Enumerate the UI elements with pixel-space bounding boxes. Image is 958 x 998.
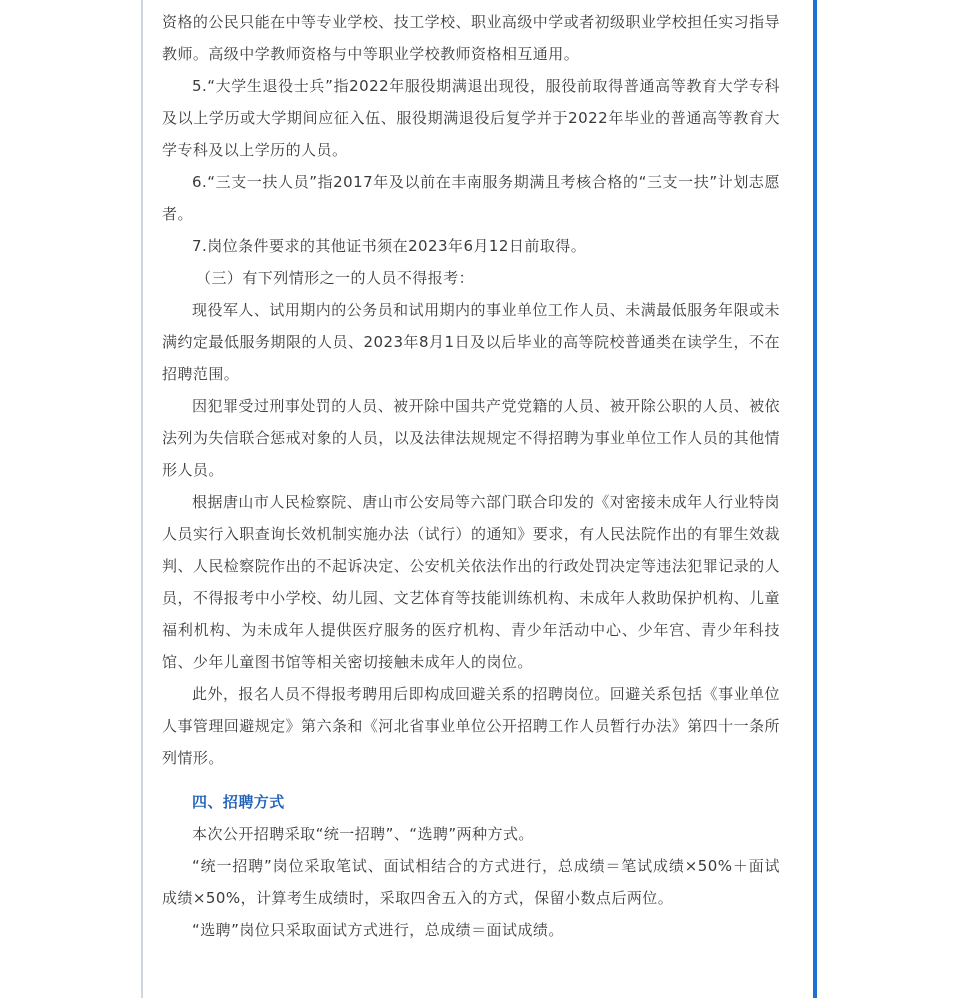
paragraph-selection: “选聘”岗位只采取面试方式进行，总成绩＝面试成绩。: [192, 921, 564, 939]
paragraph-unified-recruitment: “统一招聘”岗位采取笔试、面试相结合的方式进行，总成绩＝笔试成绩×50%＋面试成绩×50%，计算考生成绩时，采取四舍五入的方式，保留小数点后两位。: [162, 857, 780, 907]
section-heading-recruitment-method: 四、招聘方式: [192, 793, 285, 811]
paragraph-not-in-scope: 现役军人、试用期内的公务员和试用期内的事业单位工作人员、未满最低服务年限或未满约定最低服务期限的人员、2023年8月1日及以后毕业的高等院校普通类在读学生，不在招聘范围。: [162, 301, 780, 383]
paragraph-two-methods: 本次公开招聘采取“统一招聘”、“选聘”两种方式。: [192, 825, 534, 843]
paragraph-avoidance: 此外，报名人员不得报考聘用后即构成回避关系的招聘岗位。回避关系包括《事业单位人事管理回避规定》第六条和《河北省事业单位公开招聘工作人员暂行办法》第四十一条所列情形。: [162, 685, 781, 767]
right-accent-border: [813, 0, 817, 998]
paragraph-minor-contact-posts: 根据唐山市人民检察院、唐山市公安局等六部门联合印发的《对密接未成年人行业特岗人员实行入职查询长效机制实施办法（试行）的通知》要求，有人民法院作出的有罪生效裁判、人民检察院作出的不起诉决定、公安机关依法作出的行政处罚决定等违法犯罪记录的人员，不得报考中小学校、幼儿园、文艺体育等技能训练机构、未成年人救助保护机构、儿童福利机构、为未成年人提供医疗服务的医疗机构、青少年活动中心、少年宫、青少年科技馆、少年儿童图书馆等相关密切接触未成年人的岗位。: [162, 493, 781, 671]
left-border: [141, 0, 143, 998]
paragraph-three-supports: 6.“三支一扶人员”指2017年及以前在丰南服务期满且考核合格的“三支一扶”计划志愿者。: [162, 173, 780, 223]
paragraph-retired-soldier: 5.“大学生退役士兵”指2022年服役期满退出现役，服役前取得普通高等教育大学专科及以上学历或大学期间应征入伍、服役期满退役后复学并于2022年毕业的普通高等教育大学专科及以上学历的人员。: [162, 77, 780, 159]
article-body: [162, 6, 780, 946]
paragraph-teacher-qualification: 资格的公民只能在中等专业学校、技工学校、职业高级中学或者初级职业学校担任实习指导教师。高级中学教师资格与中等职业学校教师资格相互通用。: [162, 13, 781, 63]
paragraph-certificate-deadline: 7.岗位条件要求的其他证书须在2023年6月12日前取得。: [192, 237, 587, 255]
paragraph-criminal-record: 因犯罪受过刑事处罚的人员、被开除中国共产党党籍的人员、被开除公职的人员、被依法列为失信联合惩戒对象的人员，以及法律法规规定不得招聘为事业单位工作人员的其他情形人员。: [162, 397, 781, 479]
subsection-heading-excluded: （三）有下列情形之一的人员不得报考：: [196, 269, 475, 287]
